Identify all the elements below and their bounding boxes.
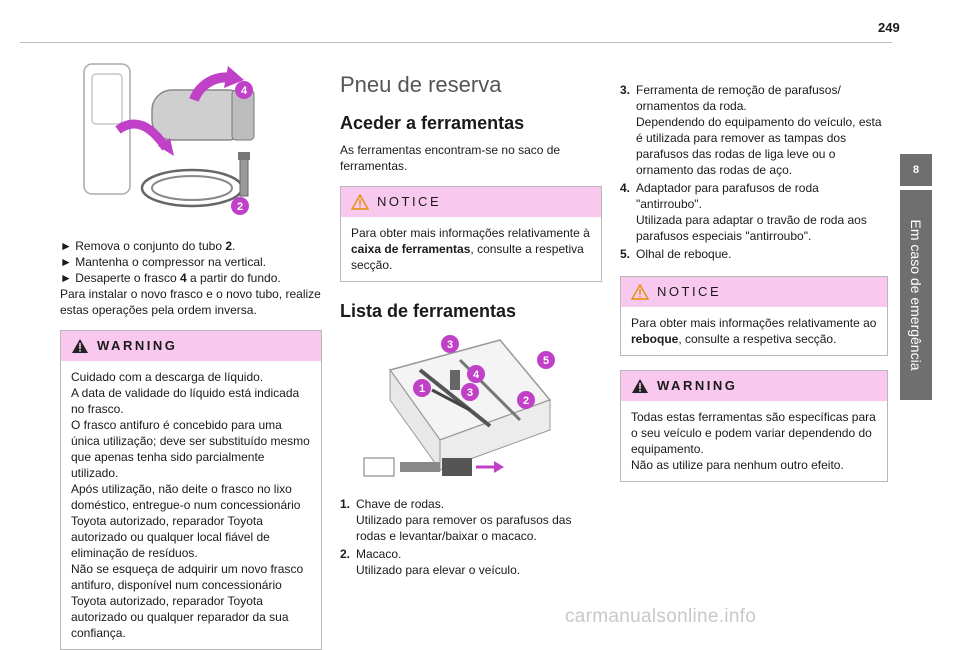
notice-heading: NOTICE bbox=[377, 194, 442, 209]
warning-box bbox=[620, 370, 888, 482]
chapter-number: 8 bbox=[900, 154, 932, 186]
callout-1: 1 bbox=[418, 383, 426, 395]
warning-box bbox=[60, 330, 322, 650]
notice-box bbox=[340, 186, 602, 282]
notice-box bbox=[620, 276, 888, 356]
callout-5: 5 bbox=[542, 355, 550, 367]
warning-heading: WARNING bbox=[97, 338, 178, 353]
warning-body bbox=[61, 361, 321, 649]
section-title: Pneu de reserva bbox=[340, 72, 502, 97]
instruction-steps bbox=[60, 238, 322, 286]
warning-triangle-icon bbox=[71, 338, 89, 354]
toolbox-illustration bbox=[350, 330, 560, 488]
list-item: 5. Olhal de reboque. bbox=[620, 247, 732, 261]
warning-line: O frasco antifuro é concebido para uma única utilização; deve ser substituído mesmo que apenas tenha sido parcialmente utilizado. bbox=[71, 418, 310, 480]
warning-line: Após utilização, não deite o frasco no lixo doméstico, entregue-o num concessionário Toyota autorizado, reparador Toyota autorizado ou qualquer local fiável de eliminação de resíduos. bbox=[71, 482, 301, 560]
callout-2: 2 bbox=[236, 201, 244, 213]
warning-line: Não se esqueça de adquirir um novo frasco antifuro, disponível num concessionário Toyota autorizado, reparador Toyota autorizado ou qualquer reparador da sua confiança. bbox=[71, 562, 304, 640]
notice-triangle-icon bbox=[351, 194, 369, 210]
list-item: 2. Macaco. Utilizado para elevar o veículo. bbox=[340, 547, 521, 577]
reassembly-paragraph: Para instalar o novo frasco e o novo tubo, realize estas operações pela ordem inversa. bbox=[60, 287, 321, 317]
column-right bbox=[620, 82, 888, 482]
callout-2: 2 bbox=[522, 395, 530, 407]
notice-body: Para obter mais informações relativamente ao reboque, consulte a respetiva secção. bbox=[631, 316, 877, 346]
step-item: ► Desaperte o frasco 4 a partir do fundo. bbox=[60, 271, 281, 285]
tools-list-continued bbox=[620, 82, 888, 262]
chapter-title: Em caso de emergência bbox=[908, 219, 924, 371]
warning-line: Cuidado com a descarga de líquido. bbox=[71, 370, 264, 384]
access-text: As ferramentas encontram-se no saco de ferramentas. bbox=[340, 143, 561, 173]
warning-line: A data de validade do líquido está indicada no frasco. bbox=[71, 386, 300, 416]
warning-body bbox=[621, 401, 887, 481]
callout-3b: 3 bbox=[466, 387, 474, 399]
column-middle bbox=[340, 72, 602, 580]
notice-triangle-icon bbox=[631, 284, 649, 300]
list-item: 1. Chave de rodas. Utilizado para remover os parafusos das rodas e levantar/baixar o macaco. bbox=[340, 497, 572, 543]
tools-list bbox=[340, 496, 602, 578]
header-rule bbox=[20, 42, 892, 43]
watermark: carmanualsonline.info bbox=[565, 606, 757, 627]
warning-triangle-icon bbox=[631, 378, 649, 394]
callout-3: 3 bbox=[446, 339, 454, 351]
step-item: ► Mantenha o compressor na vertical. bbox=[60, 255, 266, 269]
list-item: 4. Adaptador para parafusos de roda "antirroubo". Utilizada para adaptar o travão de roda aos parafusos especiais "antirroubo". bbox=[620, 181, 867, 243]
callout-4: 4 bbox=[472, 369, 480, 381]
warning-line: Todas estas ferramentas são específicas para o seu veículo e podem variar dependendo do equipamento. bbox=[631, 410, 876, 456]
warning-line: Não as utilize para nenhum outro efeito. bbox=[631, 458, 844, 472]
subsection-title-tools: Lista de ferramentas bbox=[340, 301, 517, 321]
notice-heading: NOTICE bbox=[657, 284, 722, 299]
callout-4: 4 bbox=[240, 85, 248, 97]
column-left bbox=[60, 60, 322, 650]
compressor-illustration bbox=[82, 60, 282, 228]
warning-heading: WARNING bbox=[657, 378, 738, 393]
page-number: 249 bbox=[878, 20, 900, 35]
subsection-title-access: Aceder a ferramentas bbox=[340, 113, 525, 133]
step-item: ► Remova o conjunto do tubo 2. bbox=[60, 239, 236, 253]
notice-body: Para obter mais informações relativamente à caixa de ferramentas, consulte a respetiva secção. bbox=[351, 226, 590, 272]
list-item: 3. Ferramenta de remoção de parafusos/ ornamentos da roda. Dependendo do equipamento do veículo, esta é utilizada para remover as tampas dos parafusos das rodas de liga leve ou o ornamento das rodas de aço. bbox=[620, 83, 882, 177]
